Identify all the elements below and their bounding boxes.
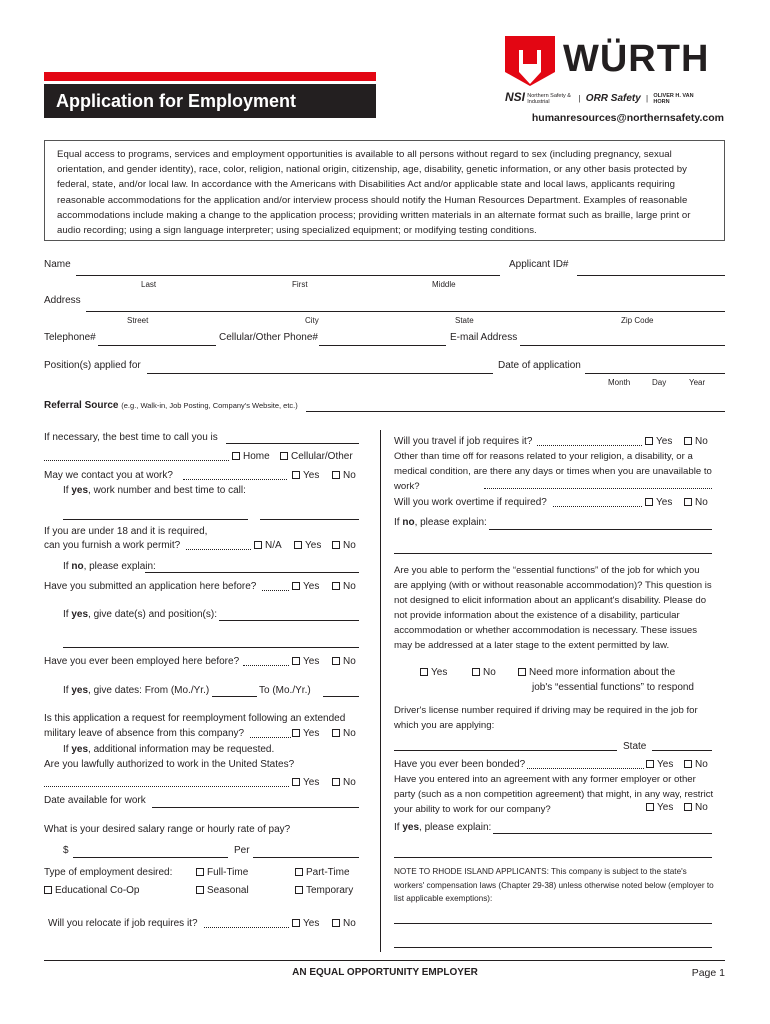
text: , additional information may be requested. [88, 744, 275, 755]
checkbox-icon [684, 803, 692, 811]
agreement-explain-label [394, 822, 491, 833]
checkbox-icon [254, 541, 262, 549]
text: yes [71, 609, 89, 620]
text: , please explain: [83, 561, 156, 572]
checkbox-icon [332, 541, 340, 549]
applicant-id-label: Applicant ID# [509, 259, 569, 270]
text: If [394, 517, 403, 528]
if-yes-work-label [63, 485, 246, 496]
ri-exemptions-input[interactable] [394, 923, 712, 924]
permit-na[interactable] [254, 540, 282, 551]
best-time-dots [44, 460, 229, 461]
license-text: Driver's license number required if driving may be required in the job for which you are applying: [394, 705, 698, 731]
checkbox-icon [196, 868, 204, 876]
from-date-input[interactable] [212, 696, 257, 697]
bonded-yes[interactable] [646, 759, 673, 770]
text: , work number and best time to call: [88, 485, 246, 496]
no-label: No [695, 802, 708, 813]
checkbox-icon [280, 452, 288, 460]
brand-nsi: NSI [505, 90, 526, 104]
to-label: To (Mo./Yr.) [259, 685, 311, 696]
text: no [402, 517, 415, 528]
overtime-yes[interactable] [645, 497, 672, 508]
essential-yes[interactable] [420, 667, 447, 678]
reemploy-no[interactable] [332, 728, 356, 739]
overtime-no[interactable] [684, 497, 708, 508]
essential-need-info[interactable] [518, 667, 675, 678]
city-sublabel: City [305, 316, 319, 325]
salary-input[interactable] [73, 857, 228, 858]
travel-label: Will you travel if job requires it? [394, 436, 533, 447]
coop-label: Educational Co-Op [55, 885, 140, 896]
no-label: No [343, 728, 356, 739]
essential-functions-text: Are you able to perform the “essential functions” of the job for which you are applying (with or without reasonable accommodation)? This question is not designed to elicit information about an applicant's disability. Please do not provide information about the existence of a disability, particular accommodation or whether accommodation is necessary. These issues may be addressed at a later stage to the extent permitted by law. [394, 565, 712, 651]
checkbox-icon [294, 541, 302, 549]
seasonal-checkbox[interactable] [196, 885, 249, 896]
overtime-explain-input[interactable] [489, 529, 712, 530]
checkbox-icon [332, 919, 340, 927]
page-title: Application for Employment [44, 84, 376, 118]
overtime-explain-label [394, 517, 487, 528]
cellular-checkbox[interactable] [280, 451, 353, 462]
no-label: No [343, 470, 356, 481]
no-label: No [343, 777, 356, 788]
brand-nsi-name: Northern Safety & Industrial [527, 92, 571, 105]
bonded-no[interactable] [684, 759, 708, 770]
overtime-explain-input-2[interactable] [394, 553, 712, 554]
yes-label: Yes [303, 777, 320, 788]
temporary-label: Temporary [306, 885, 354, 896]
permit-explain-label [63, 561, 156, 572]
salary-label: What is your desired salary range or hourly rate of pay? [44, 824, 291, 835]
state-sublabel: State [455, 316, 474, 325]
dots [243, 665, 289, 666]
no-label: No [695, 759, 708, 770]
brand-orr: ORR Safety [585, 93, 641, 104]
to-date-input[interactable] [323, 696, 359, 697]
yes-label: Yes [657, 759, 674, 770]
temporary-checkbox[interactable] [295, 885, 353, 896]
full-time-label: Full-Time [207, 867, 249, 878]
submitted-yes[interactable] [292, 581, 319, 592]
home-label: Home [243, 451, 270, 462]
employed-dates-label [63, 685, 209, 696]
applicant-id-input[interactable] [577, 275, 725, 276]
coop-checkbox[interactable] [44, 885, 140, 896]
submitted-details-input-2[interactable] [63, 647, 359, 648]
part-time-checkbox[interactable] [295, 867, 350, 878]
part-time-label: Part-Time [306, 867, 350, 878]
footer-rule [44, 960, 725, 961]
overtime-label: Will you work overtime if required? [394, 497, 547, 508]
travel-no[interactable] [684, 436, 708, 447]
text: , give dates: From (Mo./Yr.) [88, 685, 210, 696]
submitted-label: Have you submitted an application here before? [44, 581, 257, 592]
no-label: No [343, 918, 356, 929]
checkbox-icon [645, 498, 653, 506]
employed-yes[interactable] [292, 656, 319, 667]
checkbox-icon [332, 471, 340, 479]
day-sublabel: Day [652, 378, 667, 387]
yes-label: Yes [303, 656, 320, 667]
no-label: No [343, 540, 356, 551]
contact-work-no[interactable] [332, 470, 356, 481]
lawful-label: Are you lawfully authorized to work in the United States? [44, 759, 295, 770]
best-time-label: If necessary, the best time to call you is [44, 432, 218, 443]
yes-label: Yes [305, 540, 322, 551]
ri-note: NOTE TO RHODE ISLAND APPLICANTS: This company is subject to the state's workers' compensation laws (Chapter 29-38) unless otherwise noted below (employer to list applicable exemptions): [394, 867, 714, 903]
yes-label: Yes [303, 581, 320, 592]
checkbox-icon [295, 868, 303, 876]
no-label: No [695, 497, 708, 508]
yes-label: Yes [303, 918, 320, 929]
agreement-explain-input[interactable] [493, 833, 712, 834]
checkbox-icon [196, 886, 204, 894]
dots [186, 549, 251, 550]
agreement-no[interactable] [684, 802, 708, 813]
dots [262, 590, 289, 591]
checkbox-icon [645, 437, 653, 445]
home-checkbox[interactable] [232, 451, 270, 462]
referral-label [44, 400, 298, 411]
per-input[interactable] [253, 857, 359, 858]
checkbox-icon [44, 886, 52, 894]
checkbox-icon [684, 760, 692, 768]
checkbox-icon [332, 729, 340, 737]
reemploy-yes[interactable] [292, 728, 319, 739]
checkbox-icon [472, 668, 480, 676]
time-off-text: Other than time off for reasons related to your religion, a disability, or a medical condition, are there any days or times when you are unavailable to work? [394, 451, 712, 492]
text: , please explain: [419, 822, 492, 833]
checkbox-icon [518, 668, 526, 676]
text: If [394, 822, 403, 833]
date-app-label: Date of application [498, 360, 581, 371]
checkbox-icon [646, 803, 654, 811]
permit-no[interactable] [332, 540, 356, 551]
best-time-input[interactable] [226, 443, 359, 444]
checkbox-icon [646, 760, 654, 768]
time-off-input[interactable] [484, 488, 712, 489]
column-divider [380, 430, 381, 952]
type-emp-label: Type of employment desired: [44, 867, 173, 878]
employed-label: Have you ever been employed here before? [44, 656, 240, 667]
positions-label: Position(s) applied for [44, 360, 141, 371]
permit-explain-input[interactable] [145, 572, 359, 573]
reemploy-label-2: military leave of absence from this company? [44, 728, 245, 739]
work-time-input[interactable] [260, 519, 359, 520]
eoe-statement: AN EQUAL OPPORTUNITY EMPLOYER [292, 967, 478, 978]
telephone-label: Telephone# [44, 332, 96, 343]
cellular-input[interactable] [319, 345, 446, 346]
relocate-label: Will you relocate if job requires it? [48, 918, 198, 929]
zip-sublabel: Zip Code [621, 316, 654, 325]
dots [44, 786, 289, 787]
essential-no[interactable] [472, 667, 496, 678]
under18-label: If you are under 18 and it is required, [44, 526, 208, 537]
lawful-yes[interactable] [292, 777, 319, 788]
submitted-details-label [63, 609, 217, 620]
street-sublabel: Street [127, 316, 149, 325]
name-input[interactable] [76, 275, 500, 276]
seasonal-label: Seasonal [207, 885, 249, 896]
referral-hint: (e.g., Walk-in, Job Posting, Company's Website, etc.) [121, 401, 298, 410]
dollar-label: $ [63, 845, 69, 856]
cellular-label: Cellular/Other Phone# [219, 332, 318, 343]
dots [537, 445, 642, 446]
contact-work-yes[interactable] [292, 470, 319, 481]
yes-label: Yes [303, 470, 320, 481]
text: yes [71, 485, 89, 496]
license-state-input[interactable] [652, 750, 712, 751]
text: yes [402, 822, 420, 833]
text: If [63, 561, 72, 572]
brand-divider: | [578, 94, 581, 103]
equal-access-notice: Equal access to programs, services and employment opportunities is available to all persons without regard to sex (including pregnancy, sexual orientation, and gender identity), race, color, religion, national origin, citizenship, age, disability, genetic information, or any other basis protected by federal, state, and/or local law. In accordance with the Americans with Disabilities Act and/or applicable state and local laws, applicants requiring reasonable accommodations for the application and/or interview process should notify the Human Resources Department. Examples of reasonable accommodations include making a change to the application process; providing written materials in an alternate format such as braille, large print or audio recording; using a sign language interpreter; using specialized equipment; or modifying testing conditions. [44, 140, 725, 241]
dots [553, 506, 642, 507]
per-label: Per [234, 845, 250, 856]
na-label: N/A [265, 540, 282, 551]
referral-input[interactable] [306, 411, 725, 412]
email-input[interactable] [520, 345, 725, 346]
no-label: No [695, 436, 708, 447]
brand-divider: | [646, 94, 649, 103]
checkbox-icon [292, 657, 300, 665]
date-app-input[interactable] [585, 373, 725, 374]
agreement-explain-input-2[interactable] [394, 857, 712, 858]
text: yes [71, 744, 89, 755]
dots [250, 737, 291, 738]
dots [527, 768, 644, 769]
full-time-checkbox[interactable] [196, 867, 248, 878]
yes-label: Yes [303, 728, 320, 739]
checkbox-icon [332, 657, 340, 665]
telephone-input[interactable] [98, 345, 216, 346]
checkbox-icon [292, 919, 300, 927]
brand-vanhorn: OLIVER H. VAN HORN [653, 92, 694, 105]
text: If [63, 744, 72, 755]
yes-label: Yes [656, 436, 673, 447]
text: If [63, 485, 72, 496]
lawful-no[interactable] [332, 777, 356, 788]
dots [183, 479, 287, 480]
checkbox-icon [292, 582, 300, 590]
hr-email: humanresources@northernsafety.com [531, 112, 724, 124]
checkbox-icon [295, 886, 303, 894]
month-sublabel: Month [608, 378, 631, 387]
reemploy-note [63, 744, 274, 755]
first-sublabel: First [292, 280, 308, 289]
positions-input[interactable] [147, 373, 493, 374]
checkbox-icon [292, 729, 300, 737]
checkbox-icon [232, 452, 240, 460]
date-available-input[interactable] [152, 807, 359, 808]
wurth-emblem-icon [505, 36, 555, 86]
referral-label-text: Referral Source [44, 400, 119, 411]
text: yes [71, 685, 89, 696]
relocate-no[interactable] [332, 918, 356, 929]
address-label: Address [44, 295, 81, 306]
no-label: No [343, 581, 356, 592]
work-number-input[interactable] [63, 519, 248, 520]
checkbox-icon [684, 437, 692, 445]
wurth-wordmark: WÜRTH [563, 38, 710, 80]
middle-sublabel: Middle [432, 280, 456, 289]
checkbox-icon [684, 498, 692, 506]
yes-label: Yes [656, 497, 673, 508]
address-input[interactable] [86, 311, 725, 312]
reemploy-label: Is this application a request for reemployment following an extended [44, 713, 346, 724]
email-label: E-mail Address [450, 332, 518, 343]
checkbox-icon [292, 778, 300, 786]
need-info-label-2: job's “essential functions” to respond [532, 682, 694, 693]
submitted-no[interactable] [332, 581, 356, 592]
travel-yes[interactable] [645, 436, 672, 447]
title-accent-bar [44, 72, 376, 81]
last-sublabel: Last [141, 280, 157, 289]
contact-work-label: May we contact you at work? [44, 470, 173, 481]
yes-label: Yes [657, 802, 674, 813]
brand-row [505, 90, 727, 106]
bonded-label: Have you ever been bonded? [394, 759, 526, 770]
checkbox-icon [332, 778, 340, 786]
agreement-yes[interactable] [646, 802, 673, 813]
agreement-text: Have you entered into an agreement with any former employer or other party (such as a non competition agreement) that might, in any way, restrict your ability to work for our company? [394, 774, 714, 815]
year-sublabel: Year [689, 378, 706, 387]
no-label: No [483, 667, 496, 678]
text: no [71, 561, 84, 572]
checkbox-icon [292, 471, 300, 479]
text: , please explain: [414, 517, 487, 528]
no-label: No [343, 656, 356, 667]
checkbox-icon [332, 582, 340, 590]
license-state-label: State [623, 741, 647, 752]
work-permit-label: can you furnish a work permit? [44, 540, 181, 551]
text: , give date(s) and position(s): [88, 609, 217, 620]
name-label: Name [44, 259, 71, 270]
page-number: Page 1 [691, 967, 725, 979]
yes-label: Yes [431, 667, 448, 678]
text: If [63, 609, 72, 620]
wurth-logo [505, 36, 725, 86]
relocate-yes[interactable] [292, 918, 319, 929]
dots [204, 927, 289, 928]
permit-yes[interactable] [294, 540, 321, 551]
submitted-details-input[interactable] [219, 620, 359, 621]
text: If [63, 685, 72, 696]
employed-no[interactable] [332, 656, 356, 667]
license-input[interactable] [394, 750, 617, 751]
date-available-label: Date available for work [44, 795, 146, 806]
ri-exemptions-input-2[interactable] [394, 947, 712, 948]
cellular-option-label: Cellular/Other [291, 451, 353, 462]
need-info-label: Need more information about the [529, 667, 676, 678]
checkbox-icon [420, 668, 428, 676]
